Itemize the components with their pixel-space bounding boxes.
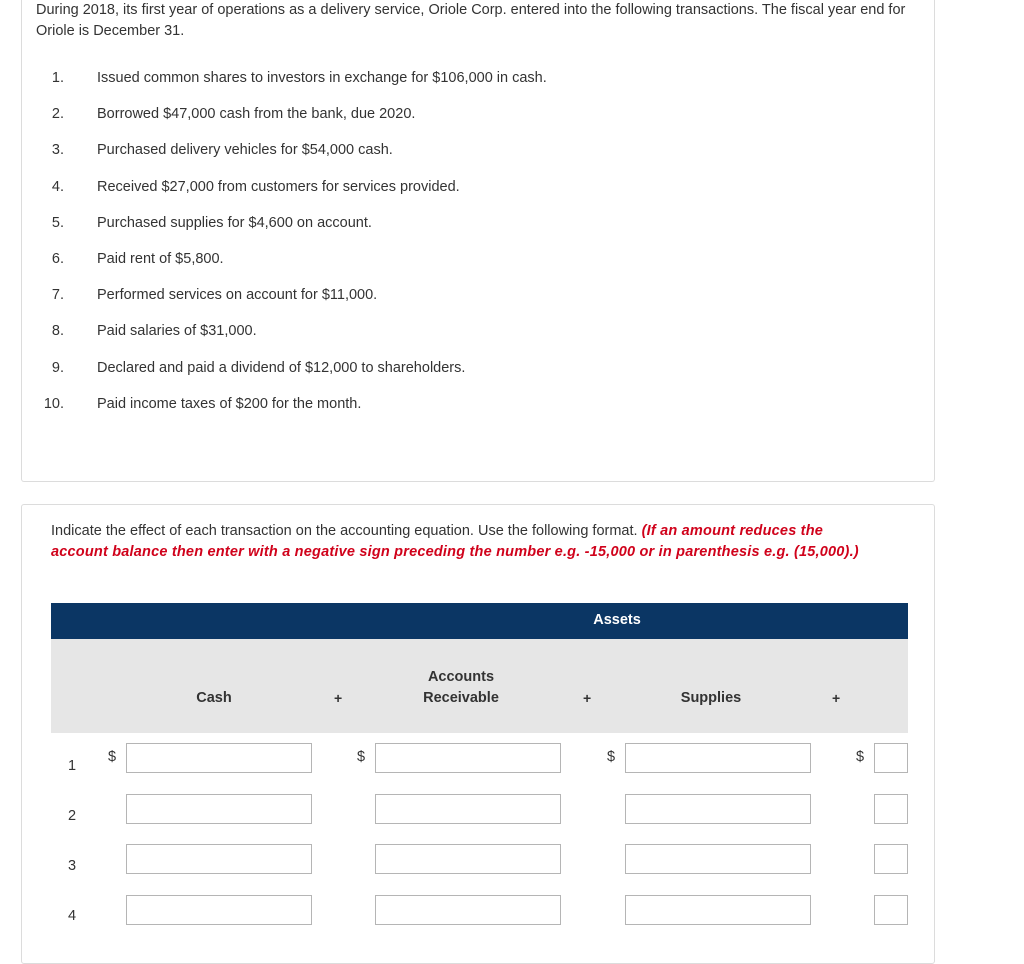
transaction-number: 7. xyxy=(51,287,64,303)
transaction-number: 6. xyxy=(51,251,64,267)
transaction-text: Paid income taxes of $200 for the month. xyxy=(97,396,362,412)
row-3-supplies-input[interactable] xyxy=(625,844,811,874)
accounts-receivable-header-line2: Receivable xyxy=(423,690,499,706)
row-4-supplies-input[interactable] xyxy=(625,895,811,925)
row-1-supplies-input[interactable] xyxy=(625,743,811,773)
assets-header-bar xyxy=(51,603,908,639)
supplies-column-header: Supplies xyxy=(680,690,742,706)
transaction-text: Purchased supplies for $4,600 on account. xyxy=(97,215,372,231)
plus-sign: + xyxy=(832,690,841,706)
cash-column-header: Cash xyxy=(196,690,232,706)
answer-panel xyxy=(21,504,935,964)
accounts-receivable-header-line1: Accounts xyxy=(427,669,495,685)
row-3-next-column-input[interactable] xyxy=(874,844,908,874)
column-header-row xyxy=(51,639,908,733)
instructions-note: (If an amount reduces the account balance then enter with a negative sign preceding the number e.g. -15,000 or in parenthesis e.g. (15,000).) xyxy=(51,523,859,560)
row-2-supplies-input[interactable] xyxy=(625,794,811,824)
problem-intro: During 2018, its first year of operations as a delivery service, Oriole Corp. entered into the following transactions. The fiscal year end for Oriole is December 31. xyxy=(36,2,906,39)
transaction-text: Paid rent of $5,800. xyxy=(97,251,224,267)
transaction-number: 2. xyxy=(51,106,64,122)
transaction-text: Purchased delivery vehicles for $54,000 cash. xyxy=(97,142,393,158)
transaction-number: 9. xyxy=(51,360,64,376)
row-3-accounts-receivable-input[interactable] xyxy=(375,844,561,874)
row-number: 4 xyxy=(67,908,77,924)
assets-group-label: Assets xyxy=(593,612,641,628)
row-2-accounts-receivable-input[interactable] xyxy=(375,794,561,824)
row-number: 3 xyxy=(67,858,77,874)
dollar-sign: $ xyxy=(108,749,117,765)
transactions-panel xyxy=(21,0,935,482)
row-number: 2 xyxy=(67,808,77,824)
plus-sign: + xyxy=(334,690,343,706)
transaction-number: 3. xyxy=(51,142,64,158)
transaction-number: 8. xyxy=(51,323,64,339)
row-3-cash-input[interactable] xyxy=(126,844,312,874)
row-1-next-column-input[interactable] xyxy=(874,743,908,773)
row-2-cash-input[interactable] xyxy=(126,794,312,824)
instructions-text: Indicate the effect of each transaction on the accounting equation. Use the following format. xyxy=(51,523,638,539)
row-4-accounts-receivable-input[interactable] xyxy=(375,895,561,925)
transaction-text: Borrowed $47,000 cash from the bank, due 2020. xyxy=(97,106,416,122)
transaction-text: Performed services on account for $11,000. xyxy=(97,287,378,303)
transaction-number: 1. xyxy=(51,70,64,86)
row-1-cash-input[interactable] xyxy=(126,743,312,773)
dollar-sign: $ xyxy=(607,749,616,765)
dollar-sign: $ xyxy=(357,749,366,765)
transaction-text: Paid salaries of $31,000. xyxy=(97,323,257,339)
transaction-text: Declared and paid a dividend of $12,000 to shareholders. xyxy=(97,360,466,376)
row-4-cash-input[interactable] xyxy=(126,895,312,925)
transaction-number: 5. xyxy=(51,215,64,231)
transaction-text: Received $27,000 from customers for services provided. xyxy=(97,179,460,195)
transaction-number: 4. xyxy=(51,179,64,195)
dollar-sign: $ xyxy=(856,749,865,765)
row-2-next-column-input[interactable] xyxy=(874,794,908,824)
instructions xyxy=(51,521,881,563)
transaction-number: 10. xyxy=(43,396,64,412)
transaction-text: Issued common shares to investors in exchange for $106,000 in cash. xyxy=(97,70,547,86)
row-number: 1 xyxy=(67,758,77,774)
plus-sign: + xyxy=(583,690,592,706)
row-4-next-column-input[interactable] xyxy=(874,895,908,925)
row-1-accounts-receivable-input[interactable] xyxy=(375,743,561,773)
